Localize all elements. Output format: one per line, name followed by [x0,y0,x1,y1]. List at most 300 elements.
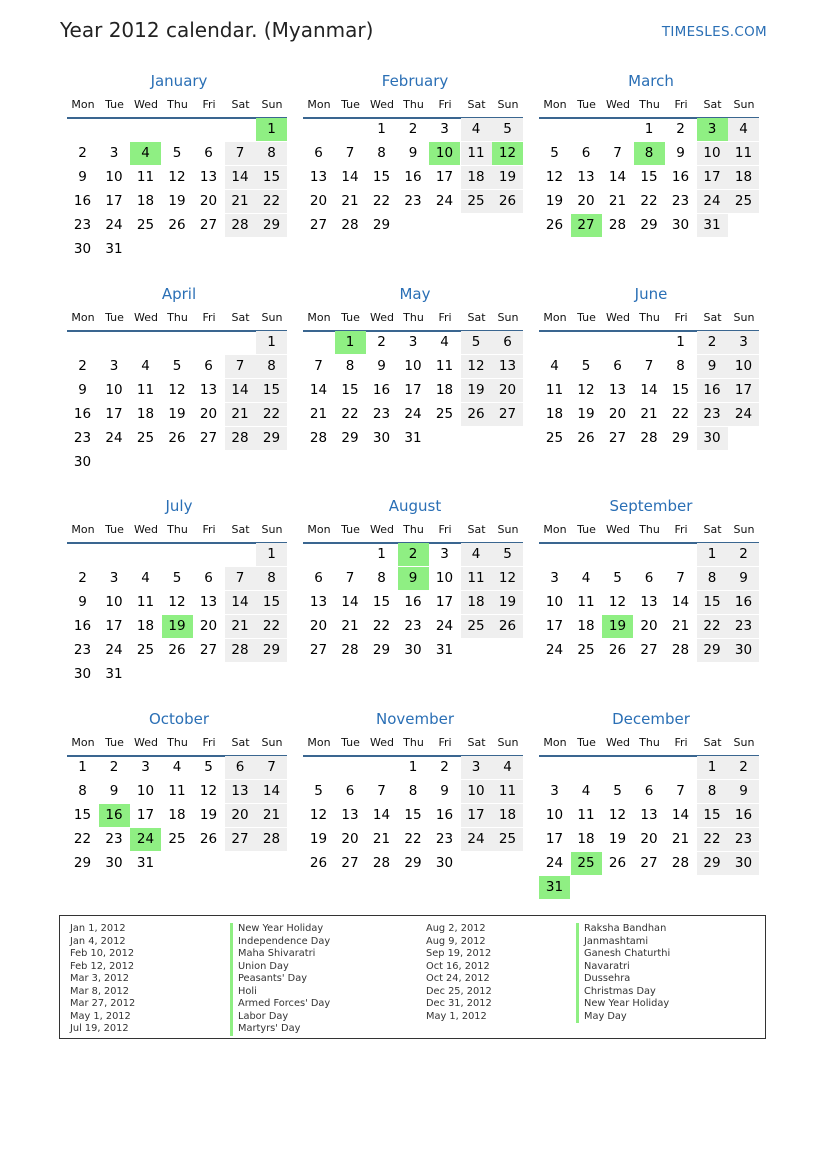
day-cell[interactable]: 15 [256,379,287,402]
day-cell[interactable]: 11 [461,567,492,590]
day-cell[interactable]: 5 [172,145,182,161]
day-cell[interactable]: 7 [345,145,355,161]
day-cell[interactable]: 27 [640,642,658,658]
day-cell[interactable]: 17 [404,382,422,398]
day-cell[interactable]: 14 [225,591,256,614]
day-cell[interactable]: 14 [256,780,287,803]
day-cell[interactable]: 24 [105,217,123,233]
day-cell[interactable]: 4 [581,570,591,586]
day-cell[interactable]: 1 [256,118,287,141]
day-cell[interactable]: 19 [162,615,193,638]
day-cell[interactable]: 13 [199,382,218,398]
day-cell[interactable]: 11 [435,358,454,374]
day-cell[interactable]: 21 [225,403,256,426]
day-cell[interactable]: 16 [99,804,130,827]
day-cell[interactable]: 7 [256,756,287,779]
day-cell[interactable]: 30 [404,642,422,658]
day-cell[interactable]: 21 [640,406,658,422]
day-cell[interactable]: 5 [314,783,323,799]
day-cell[interactable]: 29 [671,430,690,446]
day-cell[interactable]: 29 [697,639,728,662]
day-cell[interactable]: 29 [697,852,728,875]
day-cell[interactable]: 4 [550,358,559,374]
day-cell[interactable]: 3 [408,334,418,350]
day-cell[interactable]: 6 [314,145,323,161]
day-cell[interactable]: 16 [404,169,422,185]
day-cell[interactable]: 30 [671,217,690,233]
day-cell[interactable]: 15 [73,807,92,823]
day-cell[interactable]: 19 [602,615,633,638]
day-cell[interactable]: 23 [404,193,422,209]
day-cell[interactable]: 8 [377,145,386,161]
day-cell[interactable]: 8 [697,780,728,803]
day-cell[interactable]: 12 [608,807,627,823]
day-cell[interactable]: 24 [461,828,492,851]
day-cell[interactable]: 16 [73,193,92,209]
day-cell[interactable]: 1 [256,331,287,354]
day-cell[interactable]: 22 [671,406,690,422]
day-cell[interactable]: 6 [204,145,213,161]
day-cell[interactable]: 1 [697,543,728,566]
day-cell[interactable]: 6 [314,570,323,586]
day-cell[interactable]: 26 [608,855,627,871]
day-cell[interactable]: 7 [225,567,256,590]
day-cell[interactable]: 6 [644,570,654,586]
day-cell[interactable]: 12 [577,382,595,398]
day-cell[interactable]: 15 [697,804,728,827]
day-cell[interactable]: 26 [492,615,523,638]
day-cell[interactable]: 24 [697,190,728,213]
day-cell[interactable]: 28 [225,214,256,237]
day-cell[interactable]: 2 [377,334,386,350]
day-cell[interactable]: 24 [728,403,759,426]
day-cell[interactable]: 28 [309,430,328,446]
day-cell[interactable]: 17 [105,618,123,634]
day-cell[interactable]: 18 [545,406,564,422]
day-cell[interactable]: 5 [550,145,559,161]
day-cell[interactable]: 6 [225,756,256,779]
day-cell[interactable]: 6 [613,358,622,374]
day-cell[interactable]: 17 [105,406,123,422]
day-cell[interactable]: 26 [168,430,186,446]
day-cell[interactable]: 5 [581,358,591,374]
day-cell[interactable]: 21 [225,190,256,213]
day-cell[interactable]: 12 [168,169,186,185]
day-cell[interactable]: 26 [461,403,492,426]
day-cell[interactable]: 16 [73,618,92,634]
day-cell[interactable]: 12 [608,594,627,610]
day-cell[interactable]: 13 [225,780,256,803]
day-cell[interactable]: 9 [440,783,449,799]
day-cell[interactable]: 28 [671,642,690,658]
day-cell[interactable]: 23 [404,618,422,634]
day-cell[interactable]: 11 [168,783,186,799]
day-cell[interactable]: 5 [204,759,213,775]
day-cell[interactable]: 13 [199,169,218,185]
day-cell[interactable]: 14 [372,807,391,823]
day-cell[interactable]: 10 [545,807,564,823]
day-cell[interactable]: 18 [136,406,155,422]
day-cell[interactable]: 25 [728,190,759,213]
day-cell[interactable]: 8 [256,567,287,590]
day-cell[interactable]: 21 [608,193,627,209]
day-cell[interactable]: 19 [608,831,627,847]
day-cell[interactable]: 2 [109,759,119,775]
day-cell[interactable]: 20 [199,618,218,634]
day-cell[interactable]: 21 [225,615,256,638]
day-cell[interactable]: 10 [545,594,564,610]
day-cell[interactable]: 24 [105,642,123,658]
day-cell[interactable]: 18 [492,804,523,827]
day-cell[interactable]: 21 [256,804,287,827]
day-cell[interactable]: 26 [199,831,218,847]
day-cell[interactable]: 13 [577,169,595,185]
day-cell[interactable]: 14 [225,379,256,402]
day-cell[interactable]: 27 [492,403,523,426]
day-cell[interactable]: 15 [640,169,658,185]
day-cell[interactable]: 2 [440,759,449,775]
day-cell[interactable]: 2 [728,543,759,566]
day-cell[interactable]: 26 [309,855,328,871]
day-cell[interactable]: 1 [377,121,386,137]
day-cell[interactable]: 6 [492,331,523,354]
day-cell[interactable]: 26 [577,430,595,446]
day-cell[interactable]: 5 [492,118,523,141]
day-cell[interactable]: 31 [105,241,123,257]
day-cell[interactable]: 14 [341,594,359,610]
day-cell[interactable]: 25 [492,828,523,851]
day-cell[interactable]: 30 [697,427,728,450]
day-cell[interactable]: 26 [168,642,186,658]
day-cell[interactable]: 23 [73,642,92,658]
day-cell[interactable]: 14 [341,169,359,185]
day-cell[interactable]: 17 [105,193,123,209]
day-cell[interactable]: 19 [199,807,218,823]
day-cell[interactable]: 11 [136,169,155,185]
day-cell[interactable]: 4 [440,334,449,350]
day-cell[interactable]: 4 [141,570,150,586]
day-cell[interactable]: 10 [429,142,460,165]
day-cell[interactable]: 11 [136,382,155,398]
day-cell[interactable]: 28 [341,217,359,233]
day-cell[interactable]: 9 [78,169,87,185]
day-cell[interactable]: 10 [105,594,123,610]
day-cell[interactable]: 9 [728,780,759,803]
day-cell[interactable]: 20 [492,379,523,402]
day-cell[interactable]: 10 [697,142,728,165]
day-cell[interactable]: 25 [435,406,454,422]
day-cell[interactable]: 12 [461,355,492,378]
day-cell[interactable]: 25 [461,615,492,638]
day-cell[interactable]: 8 [345,358,355,374]
day-cell[interactable]: 12 [309,807,328,823]
day-cell[interactable]: 23 [697,403,728,426]
day-cell[interactable]: 22 [256,403,287,426]
day-cell[interactable]: 23 [73,217,92,233]
day-cell[interactable]: 31 [404,430,422,446]
day-cell[interactable]: 17 [728,379,759,402]
day-cell[interactable]: 24 [545,855,564,871]
day-cell[interactable]: 9 [398,567,429,590]
day-cell[interactable]: 28 [608,217,627,233]
day-cell[interactable]: 25 [545,430,564,446]
day-cell[interactable]: 28 [256,828,287,851]
day-cell[interactable]: 23 [728,615,759,638]
day-cell[interactable]: 22 [256,615,287,638]
day-cell[interactable]: 30 [73,666,92,682]
day-cell[interactable]: 20 [577,193,595,209]
day-cell[interactable]: 13 [608,382,627,398]
day-cell[interactable]: 26 [168,217,186,233]
day-cell[interactable]: 17 [697,166,728,189]
day-cell[interactable]: 27 [309,642,328,658]
day-cell[interactable]: 25 [577,642,595,658]
day-cell[interactable]: 25 [461,190,492,213]
day-cell[interactable]: 3 [550,783,559,799]
day-cell[interactable]: 14 [671,594,690,610]
day-cell[interactable]: 20 [199,406,218,422]
day-cell[interactable]: 1 [256,543,287,566]
day-cell[interactable]: 30 [728,852,759,875]
day-cell[interactable]: 10 [435,570,454,586]
day-cell[interactable]: 6 [644,783,654,799]
day-cell[interactable]: 24 [435,618,454,634]
day-cell[interactable]: 11 [492,780,523,803]
day-cell[interactable]: 2 [697,331,728,354]
day-cell[interactable]: 18 [577,618,595,634]
day-cell[interactable]: 5 [172,570,182,586]
day-cell[interactable]: 7 [377,783,386,799]
day-cell[interactable]: 17 [136,807,155,823]
day-cell[interactable]: 3 [461,756,492,779]
day-cell[interactable]: 13 [199,594,218,610]
day-cell[interactable]: 5 [461,331,492,354]
day-cell[interactable]: 21 [372,831,391,847]
day-cell[interactable]: 13 [492,355,523,378]
day-cell[interactable]: 11 [577,807,595,823]
day-cell[interactable]: 13 [309,594,328,610]
day-cell[interactable]: 20 [640,618,658,634]
day-cell[interactable]: 19 [492,166,523,189]
day-cell[interactable]: 27 [199,642,218,658]
day-cell[interactable]: 12 [545,169,564,185]
day-cell[interactable]: 27 [199,217,218,233]
day-cell[interactable]: 5 [613,783,622,799]
day-cell[interactable]: 31 [435,642,454,658]
day-cell[interactable]: 28 [671,855,690,871]
day-cell[interactable]: 18 [728,166,759,189]
day-cell[interactable]: 20 [608,406,627,422]
day-cell[interactable]: 15 [372,594,391,610]
day-cell[interactable]: 19 [168,406,186,422]
day-cell[interactable]: 30 [728,639,759,662]
day-cell[interactable]: 7 [225,355,256,378]
day-cell[interactable]: 29 [372,642,391,658]
day-cell[interactable]: 6 [204,358,213,374]
day-cell[interactable]: 22 [341,406,359,422]
day-cell[interactable]: 5 [613,570,622,586]
day-cell[interactable]: 30 [73,454,92,470]
day-cell[interactable]: 28 [225,427,256,450]
day-cell[interactable]: 22 [372,193,391,209]
day-cell[interactable]: 4 [172,759,182,775]
day-cell[interactable]: 4 [581,783,591,799]
day-cell[interactable]: 10 [461,780,492,803]
day-cell[interactable]: 21 [341,618,359,634]
day-cell[interactable]: 1 [377,546,386,562]
day-cell[interactable]: 9 [109,783,119,799]
day-cell[interactable]: 16 [435,807,454,823]
day-cell[interactable]: 19 [168,193,186,209]
day-cell[interactable]: 7 [345,570,355,586]
day-cell[interactable]: 23 [435,831,454,847]
day-cell[interactable]: 10 [404,358,422,374]
day-cell[interactable]: 8 [256,142,287,165]
day-cell[interactable]: 7 [314,358,323,374]
day-cell[interactable]: 17 [461,804,492,827]
day-cell[interactable]: 17 [545,618,564,634]
day-cell[interactable]: 15 [697,591,728,614]
day-cell[interactable]: 20 [341,831,359,847]
day-cell[interactable]: 7 [644,358,654,374]
day-cell[interactable]: 4 [728,118,759,141]
day-cell[interactable]: 14 [640,382,658,398]
day-cell[interactable]: 1 [78,759,87,775]
day-cell[interactable]: 14 [671,807,690,823]
day-cell[interactable]: 29 [404,855,422,871]
day-cell[interactable]: 10 [105,382,123,398]
day-cell[interactable]: 24 [130,828,161,851]
day-cell[interactable]: 18 [461,166,492,189]
day-cell[interactable]: 8 [78,783,87,799]
day-cell[interactable]: 4 [492,756,523,779]
day-cell[interactable]: 29 [256,427,287,450]
day-cell[interactable]: 29 [256,639,287,662]
day-cell[interactable]: 2 [676,121,685,137]
day-cell[interactable]: 20 [225,804,256,827]
day-cell[interactable]: 6 [345,783,355,799]
day-cell[interactable]: 3 [141,759,150,775]
day-cell[interactable]: 2 [78,358,87,374]
day-cell[interactable]: 25 [571,852,602,875]
day-cell[interactable]: 1 [408,759,418,775]
day-cell[interactable]: 23 [728,828,759,851]
day-cell[interactable]: 9 [78,382,87,398]
day-cell[interactable]: 17 [545,831,564,847]
day-cell[interactable]: 30 [105,855,123,871]
day-cell[interactable]: 22 [697,615,728,638]
day-cell[interactable]: 12 [199,783,218,799]
day-cell[interactable]: 15 [372,169,391,185]
day-cell[interactable]: 18 [136,193,155,209]
day-cell[interactable]: 10 [136,783,155,799]
day-cell[interactable]: 29 [73,855,92,871]
day-cell[interactable]: 12 [492,567,523,590]
day-cell[interactable]: 23 [671,193,690,209]
day-cell[interactable]: 15 [256,591,287,614]
day-cell[interactable]: 31 [136,855,155,871]
day-cell[interactable]: 3 [440,546,449,562]
day-cell[interactable]: 30 [73,241,92,257]
day-cell[interactable]: 10 [105,169,123,185]
day-cell[interactable]: 18 [435,382,454,398]
day-cell[interactable]: 12 [168,382,186,398]
day-cell[interactable]: 25 [136,430,155,446]
day-cell[interactable]: 24 [435,193,454,209]
day-cell[interactable]: 1 [697,756,728,779]
day-cell[interactable]: 16 [404,594,422,610]
day-cell[interactable]: 3 [109,570,119,586]
day-cell[interactable]: 31 [697,214,728,237]
day-cell[interactable]: 8 [377,570,386,586]
day-cell[interactable]: 6 [581,145,591,161]
day-cell[interactable]: 19 [461,379,492,402]
day-cell[interactable]: 13 [640,807,658,823]
day-cell[interactable]: 12 [492,142,523,165]
day-cell[interactable]: 31 [105,666,123,682]
day-cell[interactable]: 23 [105,831,123,847]
day-cell[interactable]: 4 [141,358,150,374]
day-cell[interactable]: 28 [372,855,391,871]
day-cell[interactable]: 3 [697,118,728,141]
day-cell[interactable]: 21 [341,193,359,209]
day-cell[interactable]: 22 [640,193,658,209]
day-cell[interactable]: 9 [697,355,728,378]
day-cell[interactable]: 18 [168,807,186,823]
day-cell[interactable]: 20 [199,193,218,209]
day-cell[interactable]: 7 [613,145,622,161]
day-cell[interactable]: 2 [408,121,418,137]
day-cell[interactable]: 25 [136,217,155,233]
day-cell[interactable]: 2 [728,756,759,779]
day-cell[interactable]: 22 [372,618,391,634]
day-cell[interactable]: 12 [168,594,186,610]
day-cell[interactable]: 4 [130,142,161,165]
day-cell[interactable]: 16 [372,382,391,398]
day-cell[interactable]: 16 [73,406,92,422]
day-cell[interactable]: 29 [341,430,359,446]
day-cell[interactable]: 27 [199,430,218,446]
day-cell[interactable]: 9 [728,567,759,590]
day-cell[interactable]: 28 [341,642,359,658]
day-cell[interactable]: 30 [435,855,454,871]
day-cell[interactable]: 3 [109,145,119,161]
day-cell[interactable]: 24 [105,430,123,446]
day-cell[interactable]: 1 [676,334,685,350]
day-cell[interactable]: 31 [539,876,570,899]
day-cell[interactable]: 4 [461,543,492,566]
day-cell[interactable]: 11 [136,594,155,610]
day-cell[interactable]: 7 [676,783,685,799]
day-cell[interactable]: 9 [78,594,87,610]
day-cell[interactable]: 24 [404,406,422,422]
day-cell[interactable]: 18 [461,591,492,614]
day-cell[interactable]: 22 [404,831,422,847]
day-cell[interactable]: 29 [640,217,658,233]
day-cell[interactable]: 21 [671,618,690,634]
day-cell[interactable]: 8 [697,567,728,590]
day-cell[interactable]: 27 [309,217,328,233]
day-cell[interactable]: 13 [309,169,328,185]
day-cell[interactable]: 1 [644,121,654,137]
day-cell[interactable]: 11 [545,382,564,398]
day-cell[interactable]: 28 [640,430,658,446]
day-cell[interactable]: 27 [640,855,658,871]
day-cell[interactable]: 15 [404,807,422,823]
day-cell[interactable]: 30 [372,430,391,446]
day-cell[interactable]: 21 [309,406,328,422]
day-cell[interactable]: 16 [671,169,690,185]
